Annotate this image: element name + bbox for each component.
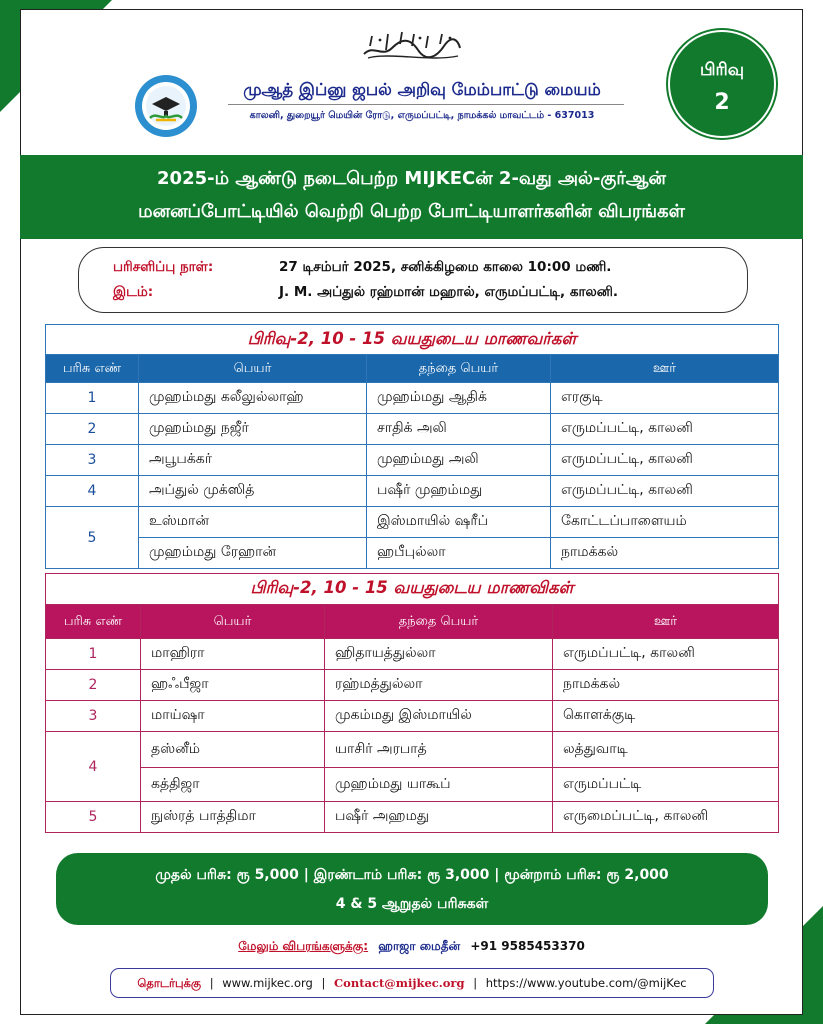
- consolation-prizes-line: 4 & 5 ஆறுதல் பரிசுகள்: [335, 896, 489, 912]
- boys-header-father: தந்தை பெயர்: [367, 355, 551, 383]
- town-name: கோட்டப்பாளையம்: [551, 507, 779, 538]
- town-name: எருமப்பட்டி: [553, 768, 779, 802]
- father-name: ஹபீபுல்லா: [367, 538, 551, 569]
- winner-name: ஹஃபீஜா: [141, 670, 325, 701]
- father-name: பஷீர் முஹம்மது: [367, 476, 551, 507]
- winner-name: முஹம்மது ரேஹான்: [139, 538, 367, 569]
- town-name: நாமக்கல்: [551, 538, 779, 569]
- boys-table-title: பிரிவு-2, 10 - 15 வயதுடைய மாணவர்கள்: [46, 325, 779, 355]
- winner-name: முஹம்மது கலீலுல்லாஹ்: [139, 383, 367, 414]
- prize-number: 1: [46, 383, 139, 414]
- father-name: இஸ்மாயில் ஷரீப்: [367, 507, 551, 538]
- table-row: [46, 383, 779, 414]
- contact-person-name: ஹாஜா மைதீன்: [378, 939, 461, 953]
- footer-separator: |: [321, 976, 326, 990]
- more-info-label: மேலும் விபரங்களுக்கு:: [238, 939, 369, 953]
- town-name: எருமப்பட்டி, காலனி: [551, 476, 779, 507]
- winner-name: கத்திஜா: [141, 768, 325, 802]
- winner-name: அபூபக்கர்: [139, 445, 367, 476]
- table-row: [46, 507, 779, 538]
- town-name: நாமக்கல்: [553, 670, 779, 701]
- footer-separator: |: [209, 976, 214, 990]
- event-date-label: பரிசளிப்பு நாள்:: [113, 259, 214, 275]
- banner-line-2: மனனப்போட்டியில் வெற்றி பெற்ற போட்டியாளர்களின் விபரங்கள்: [138, 201, 685, 222]
- banner-line-1: 2025-ம் ஆண்டு நடைபெற்ற MIJKECன் 2-வது அல்-குர்ஆன்: [157, 168, 666, 189]
- town-name: எருமப்பட்டி, காலனி: [551, 445, 779, 476]
- town-name: எரகுடி: [551, 383, 779, 414]
- division-badge-number: 2: [714, 90, 730, 115]
- bismillah-calligraphy-icon: [360, 28, 464, 62]
- email-link[interactable]: Contact@mijkec.org: [334, 976, 465, 990]
- table-row: [46, 802, 779, 833]
- prize-number: 4: [46, 732, 141, 802]
- prize-amounts-line: முதல் பரிசு: ரூ 5,000 | இரண்டாம் பரிசு: ரூ 3,000 | மூன்றாம் பரிசு: ரூ 2,000: [155, 867, 669, 883]
- footer-contact-bar: [110, 968, 714, 998]
- winner-name: மாய்ஷா: [141, 701, 325, 732]
- footer-separator: |: [473, 976, 478, 990]
- winner-name: உஸ்மான்: [139, 507, 367, 538]
- father-name: ஹிதாயத்துல்லா: [325, 639, 553, 670]
- prize-number: 2: [46, 670, 141, 701]
- winner-name: நுஸ்ரத் பாத்திமா: [141, 802, 325, 833]
- father-name: ரஹ்மத்துல்லா: [325, 670, 553, 701]
- website-link[interactable]: www.mijkec.org: [222, 976, 313, 990]
- prize-number: 5: [46, 802, 141, 833]
- prize-number: 5: [46, 507, 139, 569]
- father-name: பஷீர் அஹமது: [325, 802, 553, 833]
- boys-winners-table: [45, 324, 779, 569]
- father-name: யாசிர் அரபாத்: [325, 732, 553, 768]
- footer-contact-label: தொடர்புக்கு: [137, 976, 202, 990]
- boys-header-name: பெயர்: [139, 355, 367, 383]
- contact-phone[interactable]: +91 9585453370: [470, 939, 585, 953]
- town-name: எருமப்பட்டி, காலனி: [553, 639, 779, 670]
- more-info-line: [0, 939, 823, 955]
- division-badge: [668, 30, 776, 138]
- winner-name: மாஹிரா: [141, 639, 325, 670]
- organization-logo-icon: [134, 74, 198, 138]
- girls-header-father: தந்தை பெயர்: [325, 605, 553, 639]
- winner-name: முஹம்மது நஜீர்: [139, 414, 367, 445]
- boys-header-prize: பரிசு எண்: [46, 355, 139, 383]
- father-name: முஹம்மது அலி: [367, 445, 551, 476]
- table-row: [46, 768, 779, 802]
- prize-number: 4: [46, 476, 139, 507]
- event-info-box: [78, 247, 748, 313]
- girls-table-title: பிரிவு-2, 10 - 15 வயதுடைய மாணவிகள்: [46, 574, 779, 605]
- header-divider: [228, 104, 624, 105]
- table-row: [46, 701, 779, 732]
- town-name: எருமப்பட்டி, காலனி: [551, 414, 779, 445]
- town-name: லத்துவாடி: [553, 732, 779, 768]
- father-name: முஹம்மது ஆதிக்: [367, 383, 551, 414]
- table-row: [46, 445, 779, 476]
- prize-number: 3: [46, 701, 141, 732]
- table-row: [46, 538, 779, 569]
- table-row: [46, 414, 779, 445]
- prize-number: 3: [46, 445, 139, 476]
- event-date-value: 27 டிசம்பர் 2025, சனிக்கிழமை காலை 10:00 மணி.: [279, 259, 612, 275]
- town-name: எருமைப்பட்டி, காலனி: [553, 802, 779, 833]
- prize-number: 1: [46, 639, 141, 670]
- father-name: சாதிக் அலி: [367, 414, 551, 445]
- table-row: [46, 639, 779, 670]
- father-name: முகம்மது இஸ்மாயில்: [325, 701, 553, 732]
- table-row: [46, 732, 779, 768]
- girls-header-name: பெயர்: [141, 605, 325, 639]
- event-venue-label: இடம்:: [113, 284, 154, 300]
- prize-amounts-box: [56, 853, 768, 925]
- girls-header-town: ஊர்: [553, 605, 779, 639]
- girls-header-prize: பரிசு எண்: [46, 605, 141, 639]
- winner-name: அப்துல் முக்ஸித்: [139, 476, 367, 507]
- girls-winners-table: [45, 573, 779, 833]
- boys-header-town: ஊர்: [551, 355, 779, 383]
- table-row: [46, 670, 779, 701]
- winner-name: தஸ்னீம்: [141, 732, 325, 768]
- title-banner: [20, 155, 803, 239]
- division-badge-label: பிரிவு: [699, 60, 744, 80]
- table-row: [46, 476, 779, 507]
- town-name: கொளக்குடி: [553, 701, 779, 732]
- organization-address: காலனி, துறையூர் மெயின் ரோடு, எருமப்பட்டி, நாமக்கல் மாவட்டம் - 637013: [249, 110, 595, 121]
- event-venue-value: J. M. அப்துல் ரஹ்மான் மஹால், எருமப்பட்டி, காலனி.: [279, 284, 618, 300]
- youtube-link[interactable]: https://www.youtube.com/@mijKec: [485, 976, 687, 990]
- father-name: முஹம்மது யாகூப்: [325, 768, 553, 802]
- prize-number: 2: [46, 414, 139, 445]
- organization-name: முஆத் இப்னு ஜபல் அறிவு மேம்பாட்டு மையம்: [243, 80, 601, 99]
